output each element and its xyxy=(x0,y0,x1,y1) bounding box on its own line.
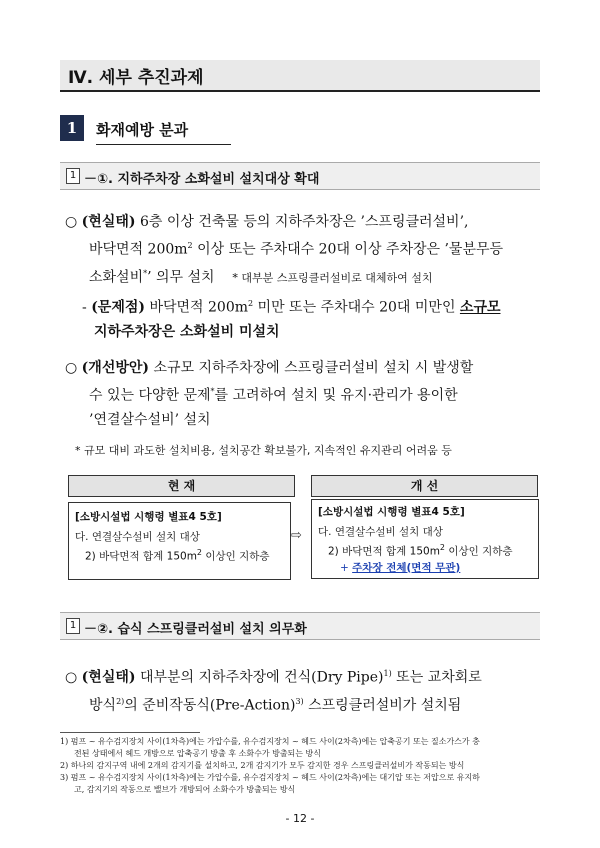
text-line: 이상 또는 주차대수 20대 이상 주차장은 ’물분무등 xyxy=(192,241,504,258)
label: (개선방안) xyxy=(81,360,150,376)
footnote-divider xyxy=(60,732,200,733)
subsection-header-2 xyxy=(60,612,540,640)
footnote: 고, 감지기의 작동으로 밸브가 개방되어 소화수가 방출되는 방식 xyxy=(74,785,296,794)
text-line: 대부분의 지하주차장에 건식(Dry Pipe) xyxy=(139,669,384,686)
text-line: 수 있는 다양한 문제 xyxy=(89,387,211,404)
label: (현실태) xyxy=(81,669,136,686)
section-title: 화재예방 분과 xyxy=(96,119,231,145)
dash-bullet: - xyxy=(82,299,87,316)
box-line: 이상인 지하층 xyxy=(445,545,513,558)
chapter-title: Ⅳ. 세부 추진과제 xyxy=(68,68,204,88)
arrow-icon: ⇨ xyxy=(291,528,302,543)
text-line: 방식 xyxy=(89,697,117,714)
paragraph-problem xyxy=(82,292,501,344)
footnote-ref: 3) xyxy=(295,696,304,706)
footnote: 1) 펌프 ~ 유수검지장치 사이(1차측)에는 가압수를, 유수검지장치 ~ 헤드 사이(2차측)에는 압축공기 또는 질소가스가 충 xyxy=(60,737,480,746)
text-line: 미만 또는 주차대수 20대 미만인 xyxy=(253,299,460,316)
text-line: 스프링클러설비가 설치됨 xyxy=(303,697,462,714)
text-line: 바닥면적 200m xyxy=(89,241,188,258)
footnote: 2) 하나의 감지구역 내에 2개의 감지기를 설치하고, 2개 감지기가 모두 감지한 경우 스프링클러설비가 작동되는 방식 xyxy=(60,761,465,770)
emphasis: 소규모 xyxy=(459,299,501,316)
circle-bullet: ○ xyxy=(65,669,78,686)
subsection-number: 1 xyxy=(66,618,80,634)
superscript: 2 xyxy=(196,548,203,557)
highlight-text: 주차장 전체(면적 무관) xyxy=(352,561,461,574)
text-line: ’연결살수설비’ 설치 xyxy=(89,411,211,428)
box-line: 다. 연결살수설비 설치 대상 xyxy=(75,531,200,543)
improvement-note: * 규모 대비 과도한 설치비용, 설치공간 확보불가, 지속적인 유지관리 어려움 등 xyxy=(75,444,452,457)
improve-box xyxy=(311,499,539,579)
box-title: [소방시설법 시행령 별표4 5호] xyxy=(318,506,465,518)
text-line: 또는 교차회로 xyxy=(391,669,482,686)
paragraph-current-state-2 xyxy=(65,662,482,717)
label: (현실태) xyxy=(81,214,136,230)
paragraph-current-state xyxy=(65,210,503,290)
box-line: 2) 바닥면적 합계 150m xyxy=(85,550,197,563)
circle-bullet: ○ xyxy=(65,360,78,376)
text-line: 6층 이상 건축물 등의 지하주차장은 ’스프링클러설비’, xyxy=(139,214,469,230)
box-line: 다. 연결살수설비 설치 대상 xyxy=(318,526,443,538)
box-line: 2) 바닥면적 합계 150m xyxy=(328,545,440,558)
section-number: 1 xyxy=(60,115,84,141)
footnote: 전된 상태에서 헤드 개방으로 압축공기 방출 후 소화수가 방출되는 방식 xyxy=(74,749,321,758)
text-line: 소규모 지하주차장에 스프링클러설비 설치 시 발생할 xyxy=(153,360,474,376)
plus-sign: + xyxy=(340,561,353,574)
subsection-title: －①. 지하주차장 소화설비 설치대상 확대 xyxy=(84,172,320,187)
footnote-ref: 2) xyxy=(116,696,125,706)
box-line: 이상인 지하층 xyxy=(202,550,270,563)
note: * 대부분 스프링클러설비로 대체하여 설치 xyxy=(232,271,433,285)
label: (문제점) xyxy=(91,299,146,316)
subsection-title: －②. 습식 스프링클러설비 설치 의무화 xyxy=(84,622,307,637)
current-box-header: 현 재 xyxy=(68,475,295,497)
paragraph-improvement xyxy=(65,356,473,432)
text-line: 의 준비작동식(Pre-Action) xyxy=(124,697,296,714)
superscript: * xyxy=(143,268,148,278)
text-line: 를 고려하여 설치 및 유지·관리가 용이한 xyxy=(214,387,458,404)
text-line: 소화설비 xyxy=(89,269,144,286)
footnote: 3) 펌프 ~ 유수검지장치 사이(1차측)에는 가압수를, 유수검지장치 ~ 헤드 사이(2차측)에는 대기압 또는 저압으로 유지하 xyxy=(60,773,480,782)
text-line: 지하주차장은 소화설비 미설치 xyxy=(94,323,280,340)
superscript: 2 xyxy=(248,299,254,308)
subsection-number: 1 xyxy=(66,168,80,184)
page-number: - 12 - xyxy=(285,812,315,825)
superscript: 2 xyxy=(187,241,193,250)
text-line: ’ 의무 설치 xyxy=(147,269,215,286)
subsection-header-1 xyxy=(60,162,540,190)
improve-box-header: 개 선 xyxy=(311,475,538,497)
box-title: [소방시설법 시행령 별표4 5호] xyxy=(75,511,222,523)
superscript: * xyxy=(210,387,215,396)
circle-bullet: ○ xyxy=(65,214,78,230)
superscript: 2 xyxy=(439,543,446,552)
footnotes xyxy=(60,736,480,796)
chapter-header xyxy=(60,60,540,92)
footnote-ref: 1) xyxy=(383,669,392,678)
current-box xyxy=(68,502,291,580)
text-line: 바닥면적 200m xyxy=(149,299,249,316)
